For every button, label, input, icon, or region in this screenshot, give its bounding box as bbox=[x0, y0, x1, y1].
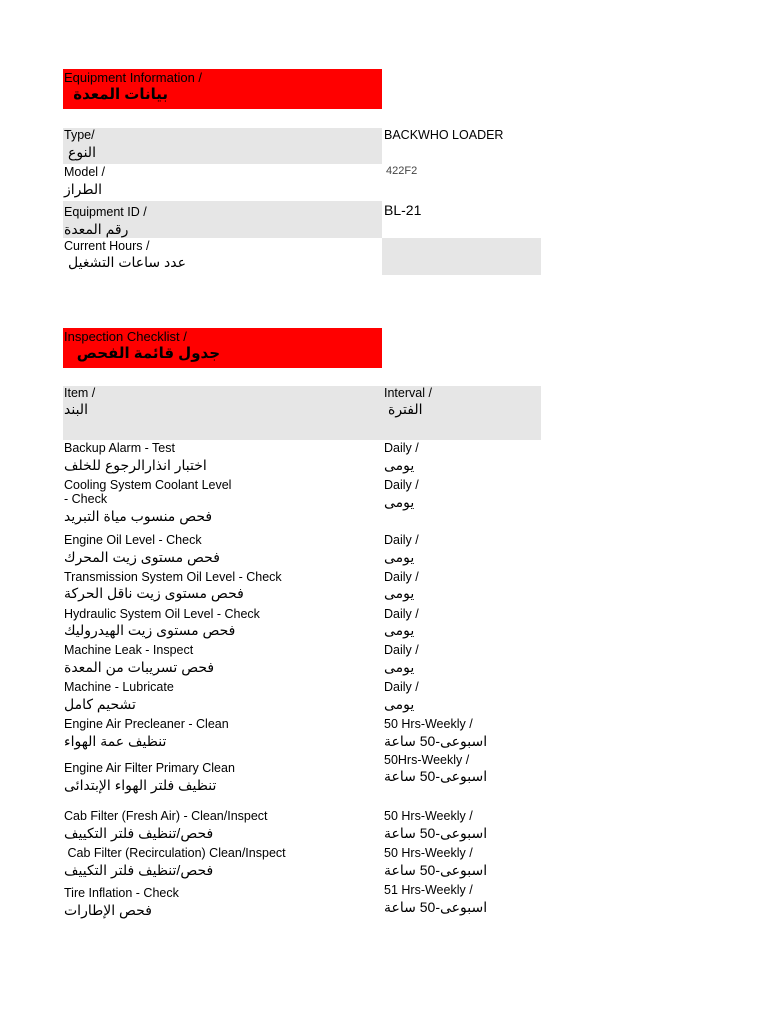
equipment-info-title-ar: بيانات المعدة bbox=[73, 86, 168, 103]
row-8-item-en: Engine Air Filter Primary Clean bbox=[64, 761, 235, 775]
row-2-interval-ar: يومى bbox=[384, 549, 415, 565]
row-5-item-en: Machine Leak - Inspect bbox=[64, 643, 194, 657]
type-value: BACKWHO LOADER bbox=[384, 128, 504, 142]
row-2-item-en: Engine Oil Level - Check bbox=[64, 533, 202, 547]
col-interval-en: Interval / bbox=[384, 386, 432, 400]
row-0-item-en: Backup Alarm - Test bbox=[64, 441, 175, 455]
type-label-ar: النوع bbox=[68, 144, 96, 160]
row-7-item-ar: تنظيف عمة الهواء bbox=[64, 733, 167, 749]
row-3-item-ar: فحص مستوى زيت ناقل الحركة bbox=[64, 585, 244, 601]
checklist-column-header-row bbox=[63, 386, 541, 440]
current-hours-label-en: Current Hours / bbox=[64, 239, 150, 253]
col-item-en: Item / bbox=[64, 386, 96, 400]
col-item-ar: البند bbox=[64, 401, 88, 417]
row-11-interval-en: 51 Hrs-Weekly / bbox=[384, 883, 473, 897]
row-4-item-ar: فحص مستوى زيت الهيدروليك bbox=[64, 622, 236, 638]
row-7-interval-en: 50 Hrs-Weekly / bbox=[384, 717, 473, 731]
model-value: 422F2 bbox=[386, 165, 418, 177]
row-1-item-en-line2: - Check bbox=[64, 492, 108, 506]
row-8-interval-en: 50Hrs-Weekly / bbox=[384, 753, 470, 767]
row-10-interval-en: 50 Hrs-Weekly / bbox=[384, 846, 473, 860]
row-0-interval-ar: يومى bbox=[384, 457, 415, 473]
row-9-interval-en: 50 Hrs-Weekly / bbox=[384, 809, 473, 823]
row-3-interval-ar: يومى bbox=[384, 585, 415, 601]
current-hours-value-field bbox=[382, 238, 541, 275]
row-11-interval-ar: اسبوعى-50 ساعة bbox=[384, 899, 488, 915]
equipment-id-value: BL-21 bbox=[384, 202, 422, 218]
row-4-item-en: Hydraulic System Oil Level - Check bbox=[64, 607, 260, 621]
row-11-item-ar: فحص الإطارات bbox=[64, 902, 152, 918]
row-3-interval-en: Daily / bbox=[384, 570, 419, 584]
row-6-item-ar: تشحيم كامل bbox=[64, 696, 136, 712]
model-label-ar: الطراز bbox=[64, 181, 103, 197]
col-interval-ar: الفترة bbox=[388, 401, 423, 417]
row-1-interval-en: Daily / bbox=[384, 478, 419, 492]
row-6-item-en: Machine - Lubricate bbox=[64, 680, 174, 694]
row-4-interval-ar: يومى bbox=[384, 622, 415, 638]
row-1-interval-ar: يومى bbox=[384, 494, 415, 510]
equipment-info-title-en: Equipment Information / bbox=[64, 70, 203, 85]
row-6-interval-ar: يومى bbox=[384, 696, 415, 712]
row-5-interval-ar: يومى bbox=[384, 659, 415, 675]
row-10-item-ar: فحص/تنظيف فلتر التكييف bbox=[64, 862, 214, 878]
row-6-interval-en: Daily / bbox=[384, 680, 419, 694]
row-1-item-en: Cooling System Coolant Level bbox=[64, 478, 232, 492]
current-hours-label-ar: عدد ساعات التشغيل bbox=[68, 254, 186, 270]
row-8-item-ar: تنظيف فلتر الهواء الإبتدائى bbox=[64, 777, 217, 793]
equipment-info-header bbox=[63, 69, 382, 109]
equipment-id-label-en: Equipment ID / bbox=[64, 205, 147, 219]
row-2-interval-en: Daily / bbox=[384, 533, 419, 547]
checklist-title-en: Inspection Checklist / bbox=[64, 329, 187, 344]
checklist-title-ar: جدول قائمة الفحص bbox=[76, 345, 220, 362]
row-5-item-ar: فحص تسريبات من المعدة bbox=[64, 659, 215, 675]
row-0-item-ar: اختبار انذارالرجوع للخلف bbox=[64, 457, 207, 473]
row-3-item-en: Transmission System Oil Level - Check bbox=[64, 570, 282, 584]
row-2-item-ar: فحص مستوى زيت المحرك bbox=[64, 549, 220, 565]
equipment-id-label-ar: رقم المعدة bbox=[64, 221, 129, 237]
row-5-interval-en: Daily / bbox=[384, 643, 419, 657]
row-9-item-ar: فحص/تنظيف فلتر التكييف bbox=[64, 825, 214, 841]
row-7-item-en: Engine Air Precleaner - Clean bbox=[64, 717, 229, 731]
row-shade-type bbox=[63, 128, 382, 164]
row-10-item-en: Cab Filter (Recirculation) Clean/Inspect bbox=[64, 846, 286, 860]
row-7-interval-ar: اسبوعى-50 ساعة bbox=[384, 733, 488, 749]
row-1-item-ar: فحص منسوب مياة التبريد bbox=[64, 508, 213, 524]
row-10-interval-ar: اسبوعى-50 ساعة bbox=[384, 862, 488, 878]
row-9-interval-ar: اسبوعى-50 ساعة bbox=[384, 825, 488, 841]
checklist-header bbox=[63, 328, 382, 368]
row-0-interval-en: Daily / bbox=[384, 441, 419, 455]
row-9-item-en: Cab Filter (Fresh Air) - Clean/Inspect bbox=[64, 809, 268, 823]
row-8-interval-ar: اسبوعى-50 ساعة bbox=[384, 768, 488, 784]
type-label-en: Type/ bbox=[64, 128, 95, 142]
row-11-item-en: Tire Inflation - Check bbox=[64, 886, 179, 900]
row-4-interval-en: Daily / bbox=[384, 607, 419, 621]
model-label-en: Model / bbox=[64, 165, 105, 179]
